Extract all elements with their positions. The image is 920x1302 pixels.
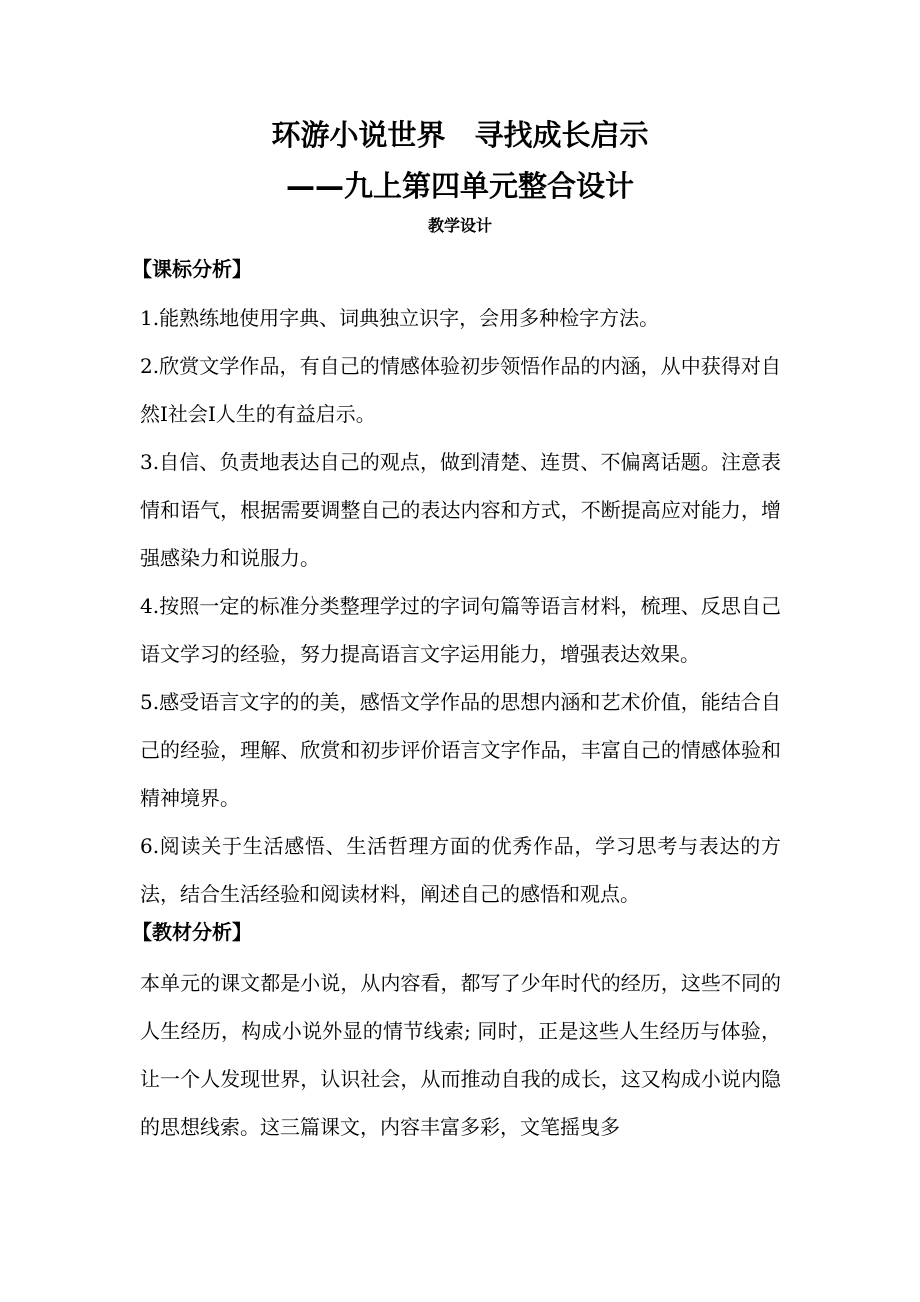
textbook-analysis-paragraph: 本单元的课文都是小说，从内容看，都写了少年时代的经历，这些不同的人生经历，构成小说外显的情节线索; 同时，正是这些人生经历与体验，让一个人发现世界，认识社会，从而推动自我的成长，这又构成小说内隐的思想线索。这三篇课文，内容丰富多彩，文笔摇曳多 <box>140 971 781 1139</box>
curriculum-item: 2.欣赏文学作品，有自己的情感体验初步领悟作品的内涵，从中获得对自然I社会I人生的有益启示。 <box>140 354 781 426</box>
document-title: 环游小说世界 寻找成长启示 <box>271 118 649 152</box>
curriculum-analysis-list <box>140 294 781 918</box>
curriculum-item: 6.阅读关于生活感悟、生活哲理方面的优秀作品，学习思考与表达的方法，结合生活经验和阅读材料，阐述自己的感悟和观点。 <box>140 834 781 906</box>
curriculum-item: 3.自信、负责地表达自己的观点，做到清楚、连贯、不偏离话题。注意表情和语气，根据需要调整自己的表达内容和方式，不断提高应对能力，增强感染力和说服力。 <box>140 450 781 570</box>
curriculum-analysis-heading: 【课标分析】 <box>132 257 252 281</box>
document-type-label: 教学设计 <box>427 216 492 235</box>
curriculum-item: 1.能熟练地使用字典、词典独立识字，会用多种检字方法。 <box>140 306 660 330</box>
document-subtitle: ——九上第四单元整合设计 <box>285 169 634 203</box>
curriculum-item: 4.按照一定的标准分类整理学过的字词句篇等语言材料，梳理、反思自己语文学习的经验，努力提高语言文字运用能力，增强表达效果。 <box>140 594 781 666</box>
textbook-analysis-heading: 【教材分析】 <box>132 920 252 944</box>
curriculum-item: 5.感受语言文字的的美，感悟文学作品的思想内涵和艺术价值，能结合自己的经验，理解、欣赏和初步评价语言文字作品，丰富自己的情感体验和精神境界。 <box>140 690 781 810</box>
